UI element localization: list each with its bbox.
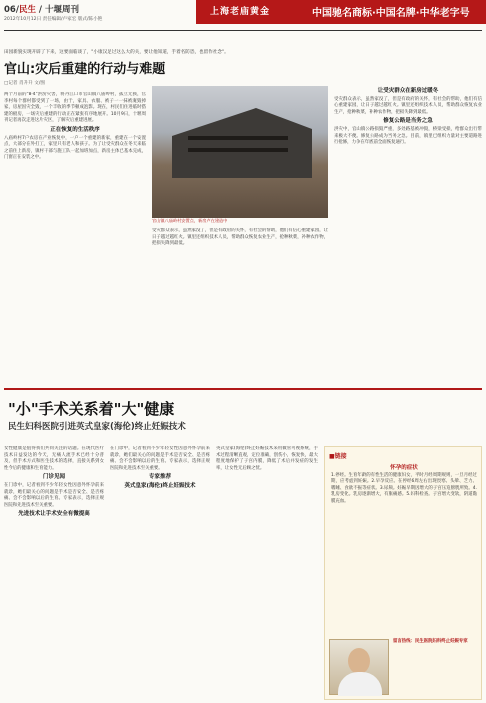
story1-paragraph: 受灾群众表示，虽然家没了，但是有政府的关怀，有社会的帮助，他们有信心重建家园，让日子越过越红火。镇里还组织技术人员，帮助群众恢复农业生产，抢种秋菜，补种农作物，把损失降到最低。 (152, 228, 328, 247)
portrait-head (348, 648, 370, 674)
page-header (0, 0, 486, 32)
date-line: 2012年10月12日 责任编辑/卢家宏 版式/陈小艳 (4, 17, 103, 22)
story2-paragraph: 英式皇家(海伦)终止妊娠技术采用微管可视系统，手术过程清晰直观，定位准确，创伤小，恢复快，最大程度地保护了子宫内膜，降低了术后并发症的发生率，让女性无后顾之忧。 (216, 446, 318, 471)
story2-subtitle: 民生妇科医院引进英式皇家(海伦)终止妊娠技术 (8, 422, 186, 432)
story1-column-3 (334, 86, 482, 384)
page-number: 06 (4, 5, 16, 15)
advert-logo: 上海老庙黄金 (210, 7, 271, 17)
story2-subhead: 英式皇家(海伦)终止妊娠技术 (124, 482, 196, 489)
story2-column-2 (110, 446, 210, 700)
photo-caption: 官山镇八庙岭村安置点，新房卢在建造中 (152, 218, 228, 223)
building-shape (172, 108, 312, 178)
header-advert (196, 0, 486, 24)
story1-photo (152, 86, 328, 218)
story2-headline: "小"手术关系着"大"健康 (8, 400, 175, 418)
story1-subhead: 让受灾群众在新房过暖冬 (377, 88, 439, 94)
story2-subhead: 门诊见闻 (42, 474, 65, 481)
story1-subhead: 正在恢复的生活秩序 (50, 126, 100, 133)
story1-paragraph: 八庙岭村7户农房在产业恢复中，一户一个重建的新家，重建在一个安置点，大部分在外打工，家里只有老人和孩子。为了让受灾群众在冬天来临之前住上新房，镇村干部与施工队一起加班加点，新房主体已基本完成，门窗正在安装之中。 (4, 135, 146, 161)
story1-paragraph: 受灾群众表示，虽然家没了，但是有政府的关怀，有社会的帮助，他们有信心重建家园，让日子越过越红火。镇里还组织技术人员，帮助群众恢复农业生产，抢种秋菜，补种农作物，把损失降到最低。 (334, 96, 482, 115)
story1-headline: 官山:灾后重建的行动与难题 (4, 62, 166, 77)
weekly-name: 十堰周刊 (45, 5, 80, 15)
page-section: 06/民生 / 十堰周刊 (4, 5, 80, 15)
portrait-caption: 留言热线：民生医院妇科终止妊娠专家 (393, 639, 468, 644)
doctor-portrait (329, 639, 389, 695)
story2-subhead: 专家推荐 (148, 474, 171, 481)
story1-column-1 (4, 92, 146, 384)
beam-shape (188, 136, 288, 140)
story2-subhead: 先进技术让手术安全有微提高 (18, 511, 90, 518)
sidebar-text: 1.停经。生育年龄的有性生活的健康妇女，平时月经周期规则，一旦月经过期，应考虑到妊娠。2.早孕反应。在停经6周左右出现畏寒、头晕、乏力、嗜睡、食欲不振等症状。3.尿频。妊娠早期因增大的子宫压迫膀胱所致。4.乳房变化。乳房逐渐增大，有胀痛感。5.妇科检查。子宫增大变软，阴道黏膜充血。 (331, 473, 477, 504)
story1-lead: 田园新貌实现开辟了下来，这要面临谈了，"小康汉足过这么大的关，要让他知道，手着名防恐，也留作社念"。 (4, 50, 229, 55)
story1-paragraph: 洪灾中，官山镇公路损毁严重，多处路基被冲毁，桥梁受损，给群众出行带来极大不便。修复公路成为当务之急。目前，镇里已组织力量对主要道路进行抢修，力争在年底前全面恢复通行。 (334, 126, 482, 146)
story2-paragraph: 在门诊中，记者看到不少年轻女性因意外怀孕前来就诊，她们最关心的问题是手术是否安全、是否疼痛、会不会影响以后的生育。专家表示，选择正规医院和先进技术至关重要。 (110, 446, 210, 471)
story2-column-1 (4, 446, 104, 700)
story1-paragraph: 两个月前的"8·4"洪涝灾害，将丹江口市官山镇八庙岭村，孤立无援，官李村每个群村都受到了一场，由于，家具、衣服、被子一一抹被淹毁掉家，房屋因灾全毁，一个丰收的季节顿成泡影。现在，村民们住进临时搭建的板房，一场灾后重建的行动正在紧张有序地展开。10月9日，十堰周刊记者再次走进这片灾区，了解灾后重建进展。 (4, 92, 146, 124)
advert-slogan: 中国驰名商标·中国名牌·中华老字号 (312, 8, 470, 19)
sidebar-box (324, 446, 482, 700)
header-divider (4, 30, 482, 31)
story2-column-3 (216, 446, 318, 700)
portrait-body (338, 672, 382, 696)
section-name: 民生 (18, 5, 36, 15)
sidebar-heading: ■链接 (329, 453, 347, 460)
story1-column-2 (152, 228, 328, 384)
sidebar-subheading: 怀孕的症状 (390, 465, 418, 471)
beam-shape (188, 148, 288, 152)
story1-byline: □记者 肖升升 文/图 (4, 81, 45, 86)
story2-paragraph: 在门诊中，记者看到不少年轻女性因意外怀孕前来就诊，她们最关心的问题是手术是否安全、是否疼痛、会不会影响以后的生育。专家表示，选择正规医院和先进技术至关重要。 (4, 482, 104, 508)
story2-paragraph: 女性健康是值得我们共同关注的话题。在现代医疗技术日益发达的今天，无痛人流手术已经十分普及，但手术方式和医生技术的选择，直接关系到女性今后的健康和生育能力。 (4, 446, 104, 471)
story1-subhead: 修复公路是当务之急 (383, 118, 433, 125)
